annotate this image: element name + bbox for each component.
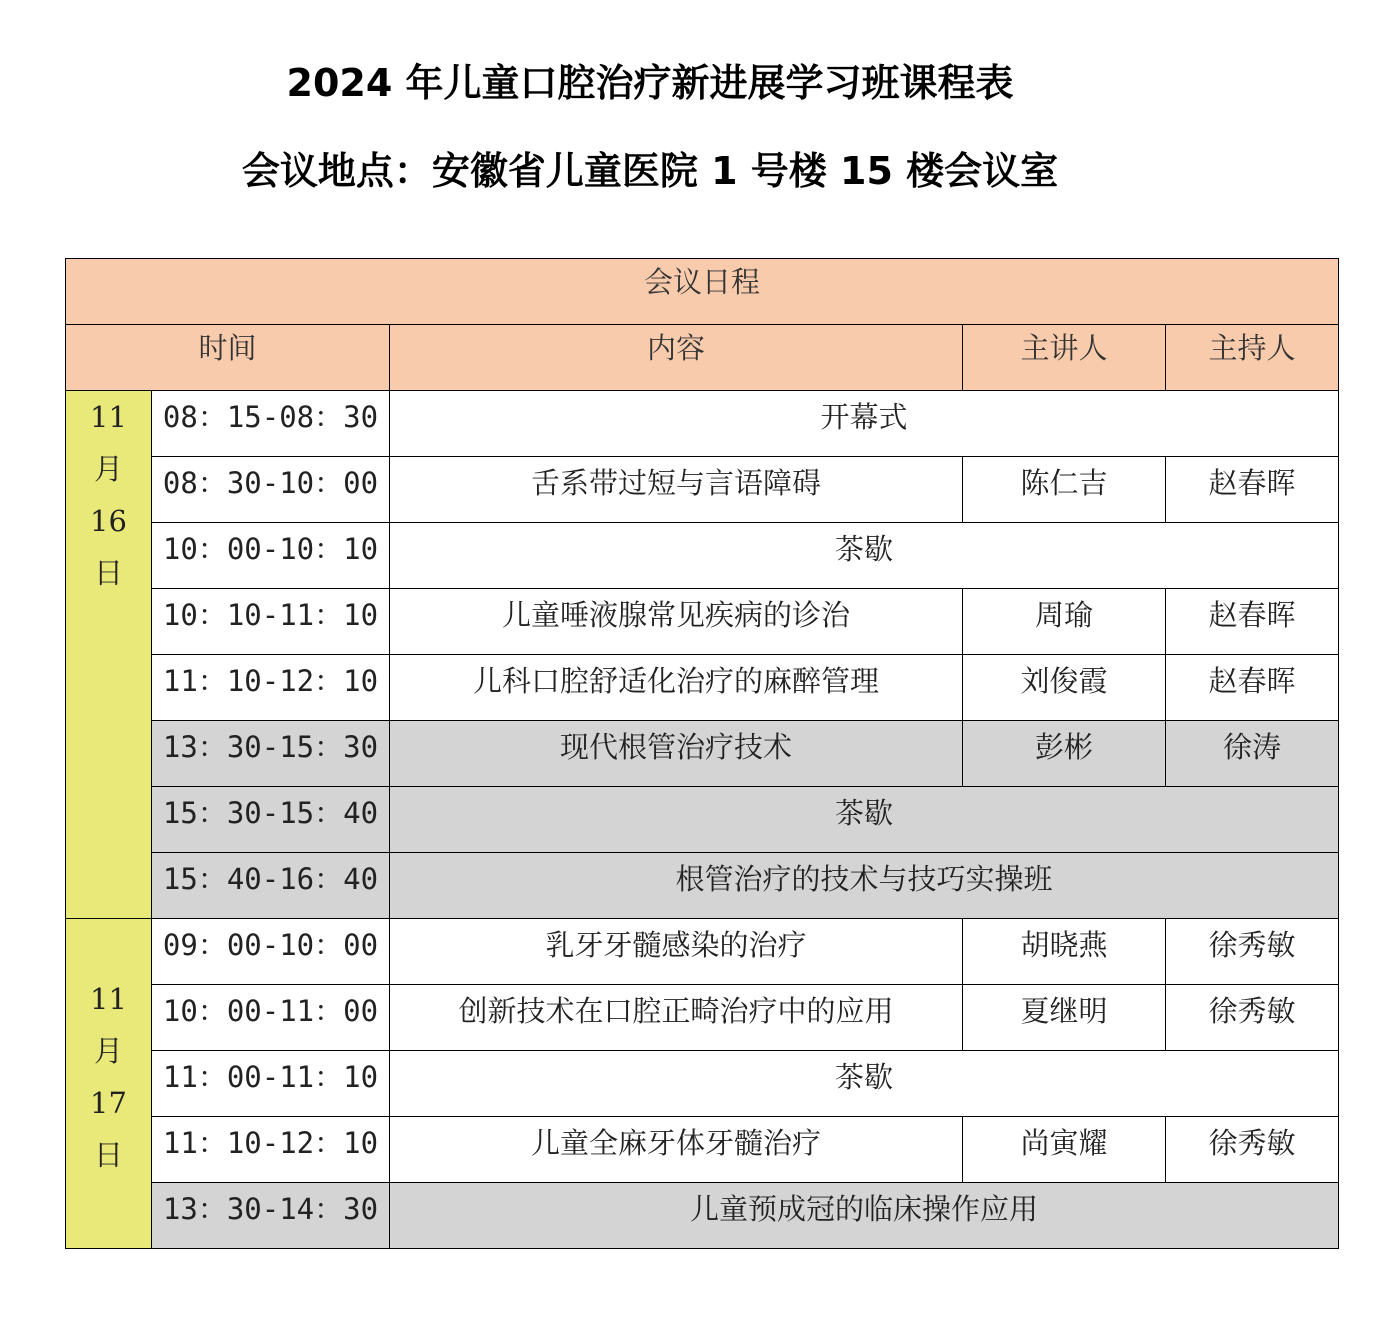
speaker-cell: 夏继明 [963,985,1166,1051]
time-cell: 08：30-10：00 [152,457,390,523]
speaker-cell: 尚寅耀 [963,1117,1166,1183]
time-cell: 10：00-10：10 [152,523,390,589]
speaker-cell: 周瑜 [963,589,1166,655]
date-line: 月 [93,452,123,486]
table-row [66,457,1339,523]
host-cell: 徐涛 [1166,721,1339,787]
time-cell: 10：00-11：00 [152,985,390,1051]
host-cell: 赵春晖 [1166,589,1339,655]
table-row [66,919,1339,985]
date-cell-day2 [66,919,152,1249]
table-row [66,853,1339,919]
table-row [66,391,1339,457]
table-row [66,655,1339,721]
col-header-host: 主持人 [1166,325,1339,391]
col-header-time: 时间 [66,325,390,391]
host-cell: 赵春晖 [1166,655,1339,721]
content-cell: 儿童预成冠的临床操作应用 [390,1183,1339,1249]
time-cell: 15：40-16：40 [152,853,390,919]
section-header: 会议日程 [66,259,1339,325]
content-cell: 茶歇 [390,1051,1339,1117]
venue-subtitle: 会议地点：安徽省儿童医院 1 号楼 15 楼会议室 [241,149,1059,193]
content-cell: 茶歇 [390,523,1339,589]
host-cell: 徐秀敏 [1166,1117,1339,1183]
table-row [66,1051,1339,1117]
date-cell-day1 [66,391,152,919]
content-cell: 开幕式 [390,391,1339,457]
host-cell: 赵春晖 [1166,457,1339,523]
content-cell: 儿童唾液腺常见疾病的诊治 [390,589,963,655]
time-cell: 08：15-08：30 [152,391,390,457]
table-row [66,721,1339,787]
content-cell: 现代根管治疗技术 [390,721,963,787]
host-cell: 徐秀敏 [1166,985,1339,1051]
time-cell: 13：30-15：30 [152,721,390,787]
table-row [66,523,1339,589]
date-line: 16 [90,504,127,538]
content-cell: 儿科口腔舒适化治疗的麻醉管理 [390,655,963,721]
time-cell: 11：10-12：10 [152,1117,390,1183]
schedule-header-row [66,259,1339,325]
time-cell: 11：10-12：10 [152,655,390,721]
time-cell: 09：00-10：00 [152,919,390,985]
content-cell: 创新技术在口腔正畸治疗中的应用 [390,985,963,1051]
table-row [66,787,1339,853]
time-cell: 11：00-11：10 [152,1051,390,1117]
date-line: 月 [93,1034,123,1068]
page-title: 2024 年儿童口腔治疗新进展学习班课程表 [286,61,1014,105]
content-cell: 儿童全麻牙体牙髓治疗 [390,1117,963,1183]
time-cell: 13：30-14：30 [152,1183,390,1249]
column-header-row [66,325,1339,391]
date-line: 日 [93,1138,123,1172]
col-header-speaker: 主讲人 [963,325,1166,391]
date-line: 11 [90,400,127,434]
col-header-content: 内容 [390,325,963,391]
table-row [66,1117,1339,1183]
content-cell: 茶歇 [390,787,1339,853]
speaker-cell: 彭彬 [963,721,1166,787]
speaker-cell: 陈仁吉 [963,457,1166,523]
host-cell: 徐秀敏 [1166,919,1339,985]
content-cell: 乳牙牙髓感染的治疗 [390,919,963,985]
table-row [66,1183,1339,1249]
date-line: 11 [90,982,127,1016]
table-row [66,985,1339,1051]
table-row [66,589,1339,655]
speaker-cell: 胡晓燕 [963,919,1166,985]
date-line: 17 [90,1086,127,1120]
schedule-table [65,258,1339,1249]
content-cell: 舌系带过短与言语障碍 [390,457,963,523]
time-cell: 15：30-15：40 [152,787,390,853]
date-line: 日 [93,556,123,590]
content-cell: 根管治疗的技术与技巧实操班 [390,853,1339,919]
time-cell: 10：10-11：10 [152,589,390,655]
speaker-cell: 刘俊霞 [963,655,1166,721]
